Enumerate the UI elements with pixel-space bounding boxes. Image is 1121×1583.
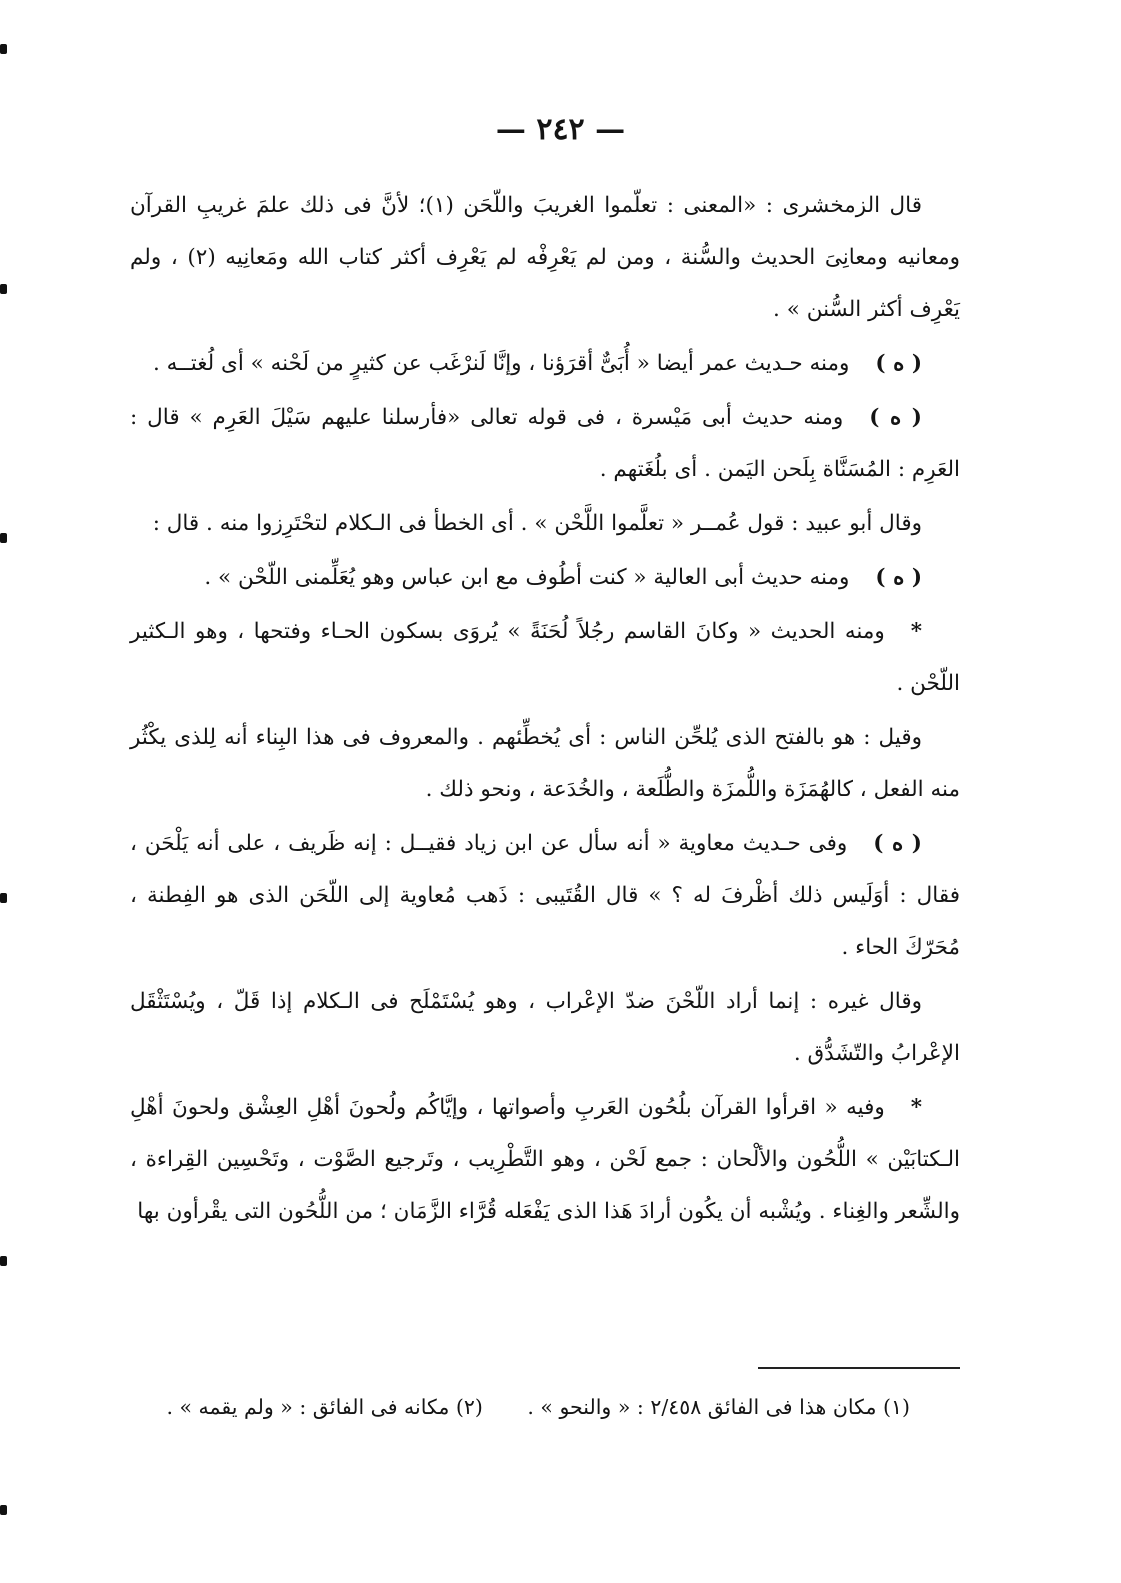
margin-mark [0, 1505, 7, 1515]
entry-marker: ( ه ) [873, 831, 922, 856]
entry-marker: ( ه ) [875, 351, 922, 376]
footnotes [130, 1385, 910, 1429]
paragraph-text: ومنه حديث أبى مَيْسرة ، فى قوله تعالى «فأرسلنا عليهم سَيْلَ العَرِم » قال : العَرِم : المُسَنَّاة بِلَحن اليَمن . أى بلُغَتهم . [130, 405, 960, 482]
margin-mark [0, 893, 7, 903]
entry-marker: ( ه ) [869, 405, 922, 430]
paragraph [130, 338, 960, 390]
paragraph [130, 712, 960, 816]
paragraph [130, 818, 960, 974]
margin-mark [0, 44, 7, 54]
paragraph [130, 498, 960, 550]
paragraph-text: ومنه حديث أبى العالية « كنت أطُوف مع ابن عباس وهو يُعَلِّمنى اللّحْن » . [204, 565, 850, 590]
page-number: — ٢٤٢ — [495, 112, 626, 147]
paragraph [130, 1082, 960, 1238]
paragraph-text: وقيل : هو بالفتح الذى يُلحِّن الناس : أى يُخطِّئهم . والمعروف فى هذا البِناء أنه لِلذى يكْثُر منه الفعل ، كالهُمَزَة واللُّمزَة والطُّلَعة ، والخُدَعة ، ونحو ذلك . [130, 725, 960, 802]
paragraph-text: وفيه « اقرأوا القرآن بلُحُون العَربِ وأصواتها ، وإيَّاكُم ولُحونَ أهْلِ العِشْق ولحونَ أهْلِ الـكتابَيْن » اللُّحُون والألْحان : جمع لَحْن ، وهو التَّطْرِيب ، وتَرجيع الصَّوْت ، وتَحْسِين القِراءة ، والشِّعر والغِناء . ويُشْبه أن يكُون أرادَ هَذا الذى يَفْعَله قُرَّاء الزَّمَان ؛ من اللُّحُون التى يقْرأون بها [130, 1095, 960, 1224]
paragraph-text: وفى حـديث معاوية « أنه سأل عن ابن زياد فقيــل : إنه ظَريف ، على أنه يَلْحَن ، فقال : أوَلَيس ذلك أظْرفَ له ؟ » قال القُتَيبى : ذَهب مُعاوية إلى اللّحَن الذى هو الفِطنة ، مُحَرّكَ الحاء . [130, 831, 960, 960]
asterisk-marker: * [910, 619, 922, 644]
paragraph [130, 180, 960, 336]
footnote-separator [758, 1367, 960, 1369]
footnote: (٢) مكانه فى الفائق : « ولم يقمه » . [166, 1395, 483, 1419]
entry-marker: ( ه ) [875, 565, 922, 590]
paragraph-text: ومنه حـديث عمر أيضا « أُبَىٌّ أقرَؤنا ، وإنَّا لَنرْغَب عن كثيرٍ من لَحْنه » أى لُغتــه . [152, 351, 850, 376]
paragraph-text: وقال أبو عبيد : قول عُمــر « تعلَّموا اللَّحْن » . أى الخطأ فى الـكلام لتحْتَرِزوا منه . قال : [152, 511, 922, 536]
paragraph [130, 392, 960, 496]
paragraph-text: وقال غيره : إنما أراد اللّحْنَ ضدّ الإعْراب ، وهو يُسْتَمْلَح فى الـكلام إذا قَلّ ، ويُسْتَثْقَل الإعْرابُ والتّشَدُّق . [130, 989, 960, 1066]
paragraph [130, 606, 960, 710]
paragraph-text: قال الزمخشرى : «المعنى : تعلّموا الغريبَ واللّحَن (١)؛ لأنَّ فى ذلك علمَ غريبِ القرآن ومعانيه ومعانِىَ الحديث والسُّنة ، ومن لم يَعْرِفْه لم يَعْرِف أكثر كتاب الله ومَعانِيه (٢) ، ولم يَعْرِف أكثر السُّنن » . [130, 193, 960, 322]
paragraph [130, 976, 960, 1080]
footnote: (١) مكان هذا فى الفائق ٢/٤٥٨ : « والنحو » . [527, 1395, 910, 1419]
margin-mark [0, 533, 7, 543]
margin-mark [0, 284, 7, 294]
paragraph-text: ومنه الحديث « وكانَ القاسم رجُلاً لُحَنَةً » يُروَى بسكون الحـاء وفتحها ، وهو الـكثير اللّحْن . [130, 619, 960, 696]
main-text [130, 180, 960, 1240]
paragraph [130, 552, 960, 604]
margin-mark [0, 1256, 7, 1266]
asterisk-marker: * [910, 1095, 922, 1120]
